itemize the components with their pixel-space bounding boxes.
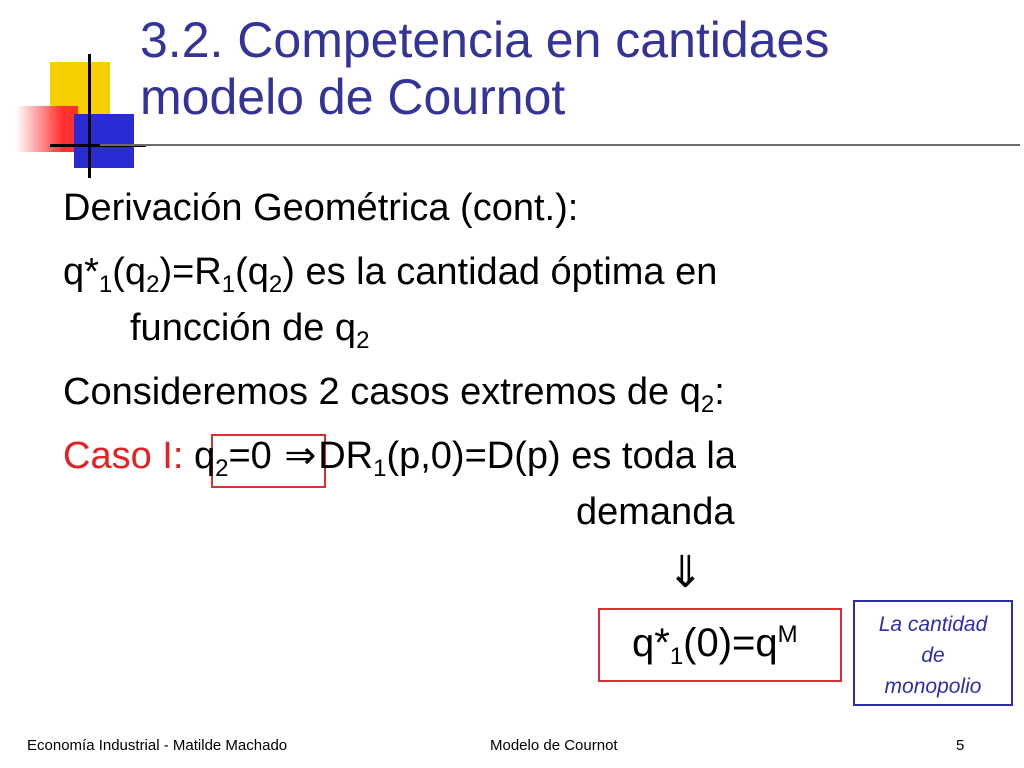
title-line-2: modelo de Cournot [140,69,566,125]
bullet-reaction-function-cont [130,306,370,354]
slide-title [140,12,1000,126]
subscript: 1 [98,271,113,298]
subscript: 2 [356,327,370,354]
subscript: 2 [700,391,715,418]
text-q-star: q* [63,251,99,293]
subscript: 2 [215,455,229,482]
bullet-derivation [63,186,578,230]
text-part: q* [632,621,670,665]
subscript: 1 [221,271,236,298]
down-arrow-icon: ⇓ [667,548,704,597]
superscript: M [777,621,798,648]
monopoly-note-box [853,600,1013,706]
note-line: La cantidad [878,613,988,636]
text-part: (q [112,251,147,293]
bullet-extreme-cases [63,370,725,418]
text-part: funcción de q [130,307,357,349]
text-part: ) es la cantidad óptima en [282,251,718,293]
title-line-1: 3.2. Competencia en cantidaes [140,12,830,68]
logo-blue-square [74,114,134,168]
subscript: 1 [373,455,387,482]
implies-arrow-icon: ⇒ [284,435,317,477]
footer-page-number: 5 [956,737,965,754]
case-one-label: Caso I: [63,435,184,477]
bullet-case-one [63,434,736,482]
note-line: de [921,644,945,667]
subscript: 1 [669,643,684,670]
slide-logo [10,50,150,180]
bullet-reaction-function [63,250,718,298]
note-line: monopolio [884,675,982,698]
subscript: 2 [146,271,160,298]
subscript: 2 [268,271,283,298]
footer-author: Economía Industrial - Matilde Machado [27,737,288,754]
text-part: (p,0)=D(p) es toda la [386,435,736,477]
text-part: : [714,371,725,413]
bullet-case-one-cont: demanda [576,491,735,533]
text-part: )=R [159,251,222,293]
text-part: =0 [228,435,272,477]
text-part: DR [318,435,374,477]
text-part: (q [235,251,269,293]
text-part: q [193,435,216,477]
title-divider [100,144,1020,146]
monopoly-quantity-result [632,618,798,668]
footer-topic: Modelo de Cournot [490,737,618,754]
derivation-text: Derivación Geométrica (cont.): [63,187,579,229]
logo-vertical-line [88,54,91,178]
text-part: (0)=q [683,621,778,665]
text-part: Consideremos 2 casos extremos de q [63,371,701,413]
